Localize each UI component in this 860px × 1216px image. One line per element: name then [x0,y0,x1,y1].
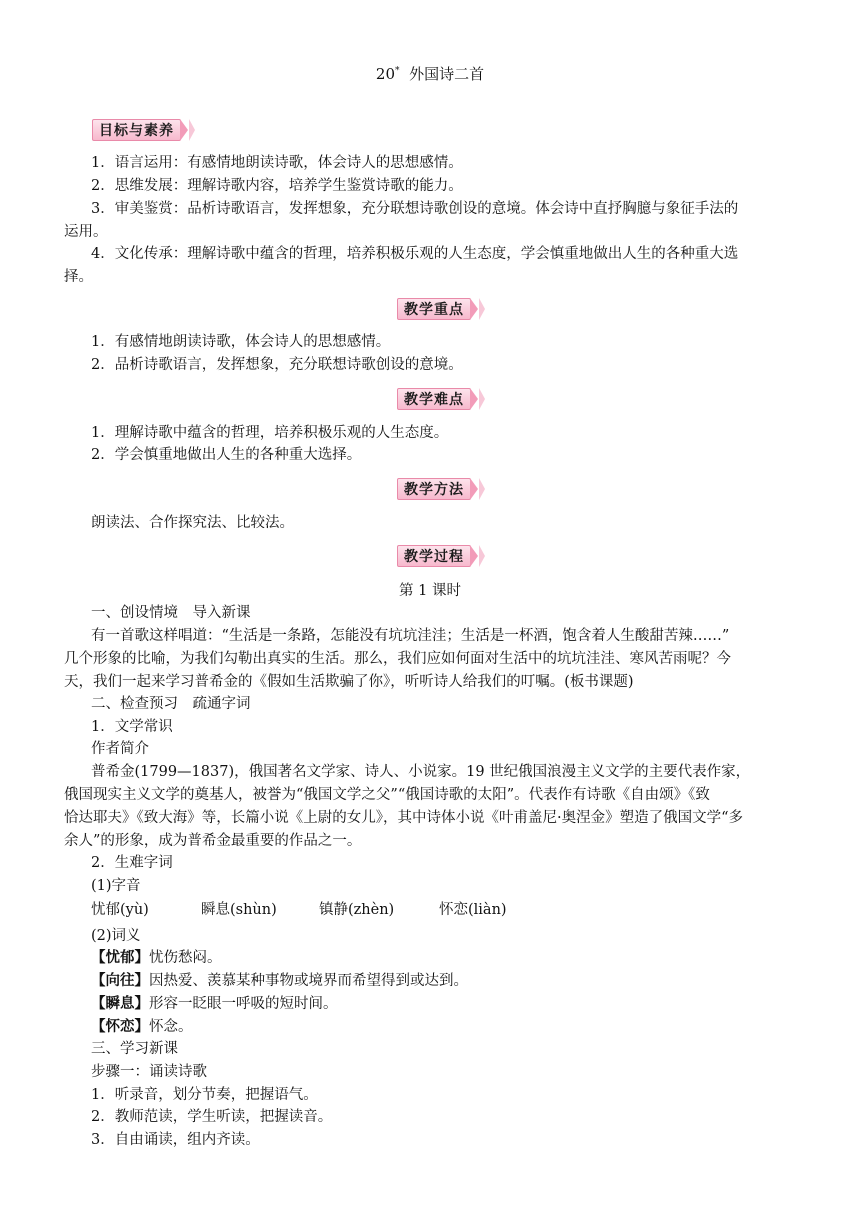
pronunciation-item: 瞬息(shùn) [201,902,277,918]
goal-item: 3．审美鉴赏：品析诗歌语言，发挥想象，充分联想诗歌创设的意境。体会诗中直抒胸臆与象征手法的 [91,201,739,217]
vocab-entry [0,1016,860,1038]
badge-arrow-icon [470,545,478,567]
methods-badge [397,478,485,500]
paragraph-line: 有一首歌这样唱道：“生活是一条路，怎能没有坑坑洼洼；生活是一杯酒，饱含着人生酸甜苦辣……” [91,628,730,644]
vocab-term: 【向往】 [91,972,149,989]
vocab-term: 【忧郁】 [91,949,149,966]
goals-section-badge [92,119,195,141]
goal-item: 4．文化传承：理解诗歌中蕴含的哲理，培养积极乐观的人生态度，学会慎重地做出人生的各种重大选 [91,246,739,262]
sub-heading: 2．生难字词 [91,855,173,871]
step-item: 3．自由诵读，组内齐读。 [91,1132,260,1148]
vocab-definition: 形容一眨眼一呼吸的短时间。 [149,996,338,1012]
lesson-period-heading: 第 1 课时 [399,583,461,599]
badge-arrow-icon [470,388,478,410]
badge-arrow-icon [479,388,485,410]
vocab-entry [0,947,860,969]
goal-item: 2．思维发展：理解诗歌内容，培养学生鉴赏诗歌的能力。 [91,178,463,194]
step-item: 1．听录音，划分节奏，把握语气。 [91,1087,318,1103]
pronunciation-item: 镇静(zhèn) [319,902,395,918]
paragraph-line: 天，我们一起来学习普希金的《假如生活欺骗了你》，听听诗人给我们的叮嘱。(板书课题) [64,674,634,690]
sub-heading: (1)字音 [91,878,141,894]
key-points-label: 教学重点 [397,298,471,320]
pronunciation-item: 怀恋(liàn) [439,902,507,918]
paragraph-line: 余人”的形象，成为普希金最重要的作品之一。 [64,833,362,849]
goal-item: 1．语言运用：有感情地朗读诗歌，体会诗人的思想感情。 [91,155,463,171]
goal-item-cont: 运用。 [64,224,108,240]
key-points-badge [397,298,485,320]
paragraph-line: 恰达耶夫》《致大海》等，长篇小说《上尉的女儿》，其中诗体小说《叶甫盖尼·奥涅金》塑造了俄国文学“多 [64,810,744,826]
vocab-entry [0,993,860,1015]
goals-section-label: 目标与素养 [92,119,181,141]
process-badge [397,545,485,567]
key-point-item: 2．品析诗歌语言，发挥想象，充分联想诗歌创设的意境。 [91,357,463,373]
sub-heading: 步骤一：诵读诗歌 [91,1064,207,1080]
difficulty-item: 1．理解诗歌中蕴含的哲理，培养积极乐观的人生态度。 [91,425,449,441]
lesson-title: 外国诗二首 [409,65,485,83]
page-title [0,63,860,84]
star-mark: * [395,66,400,76]
sub-heading: 1．文学常识 [91,719,173,735]
methods-text: 朗读法、合作探究法、比较法。 [91,515,294,531]
badge-arrow-icon [479,298,485,320]
badge-arrow-icon [470,478,478,500]
pronunciation-item: 忧郁(yù) [91,902,149,918]
sub-heading: (2)词义 [91,928,141,944]
goal-item-cont: 择。 [64,269,93,285]
paragraph-line: 普希金(1799—1837)，俄国著名文学家、诗人、小说家。19 世纪俄国浪漫主义文学的主要代表作家， [91,764,751,780]
difficulties-badge [397,388,485,410]
vocab-entry [0,970,860,992]
process-heading: 一、创设情境 导入新课 [91,605,251,621]
paragraph-line: 俄国现实主义文学的奠基人，被誉为“俄国文学之父”“俄国诗歌的太阳”。代表作有诗歌《自由颂》《致 [64,787,710,803]
badge-arrow-icon [189,119,195,141]
process-heading: 三、学习新课 [91,1041,178,1057]
vocab-definition: 因热爱、羡慕某种事物或境界而希望得到或达到。 [149,973,468,989]
difficulty-item: 2．学会慎重地做出人生的各种重大选择。 [91,447,362,463]
vocab-term: 【怀恋】 [91,1018,149,1035]
vocab-definition: 忧伤愁闷。 [149,950,222,966]
badge-arrow-icon [479,478,485,500]
badge-arrow-icon [180,119,188,141]
vocab-term: 【瞬息】 [91,995,149,1012]
badge-arrow-icon [470,298,478,320]
lesson-number: 20 [375,65,396,83]
badge-arrow-icon [479,545,485,567]
sub-heading: 作者简介 [91,741,149,757]
step-item: 2．教师范读，学生听读，把握读音。 [91,1109,333,1125]
vocab-definition: 怀念。 [149,1019,193,1035]
key-point-item: 1．有感情地朗读诗歌，体会诗人的思想感情。 [91,334,391,350]
difficulties-label: 教学难点 [397,388,471,410]
paragraph-line: 几个形象的比喻，为我们勾勒出真实的生活。那么，我们应如何面对生活中的坑坑洼洼、寒风苦雨呢？今 [64,651,731,667]
process-heading: 二、检查预习 疏通字词 [91,696,251,712]
process-label: 教学过程 [397,545,471,567]
methods-label: 教学方法 [397,478,471,500]
